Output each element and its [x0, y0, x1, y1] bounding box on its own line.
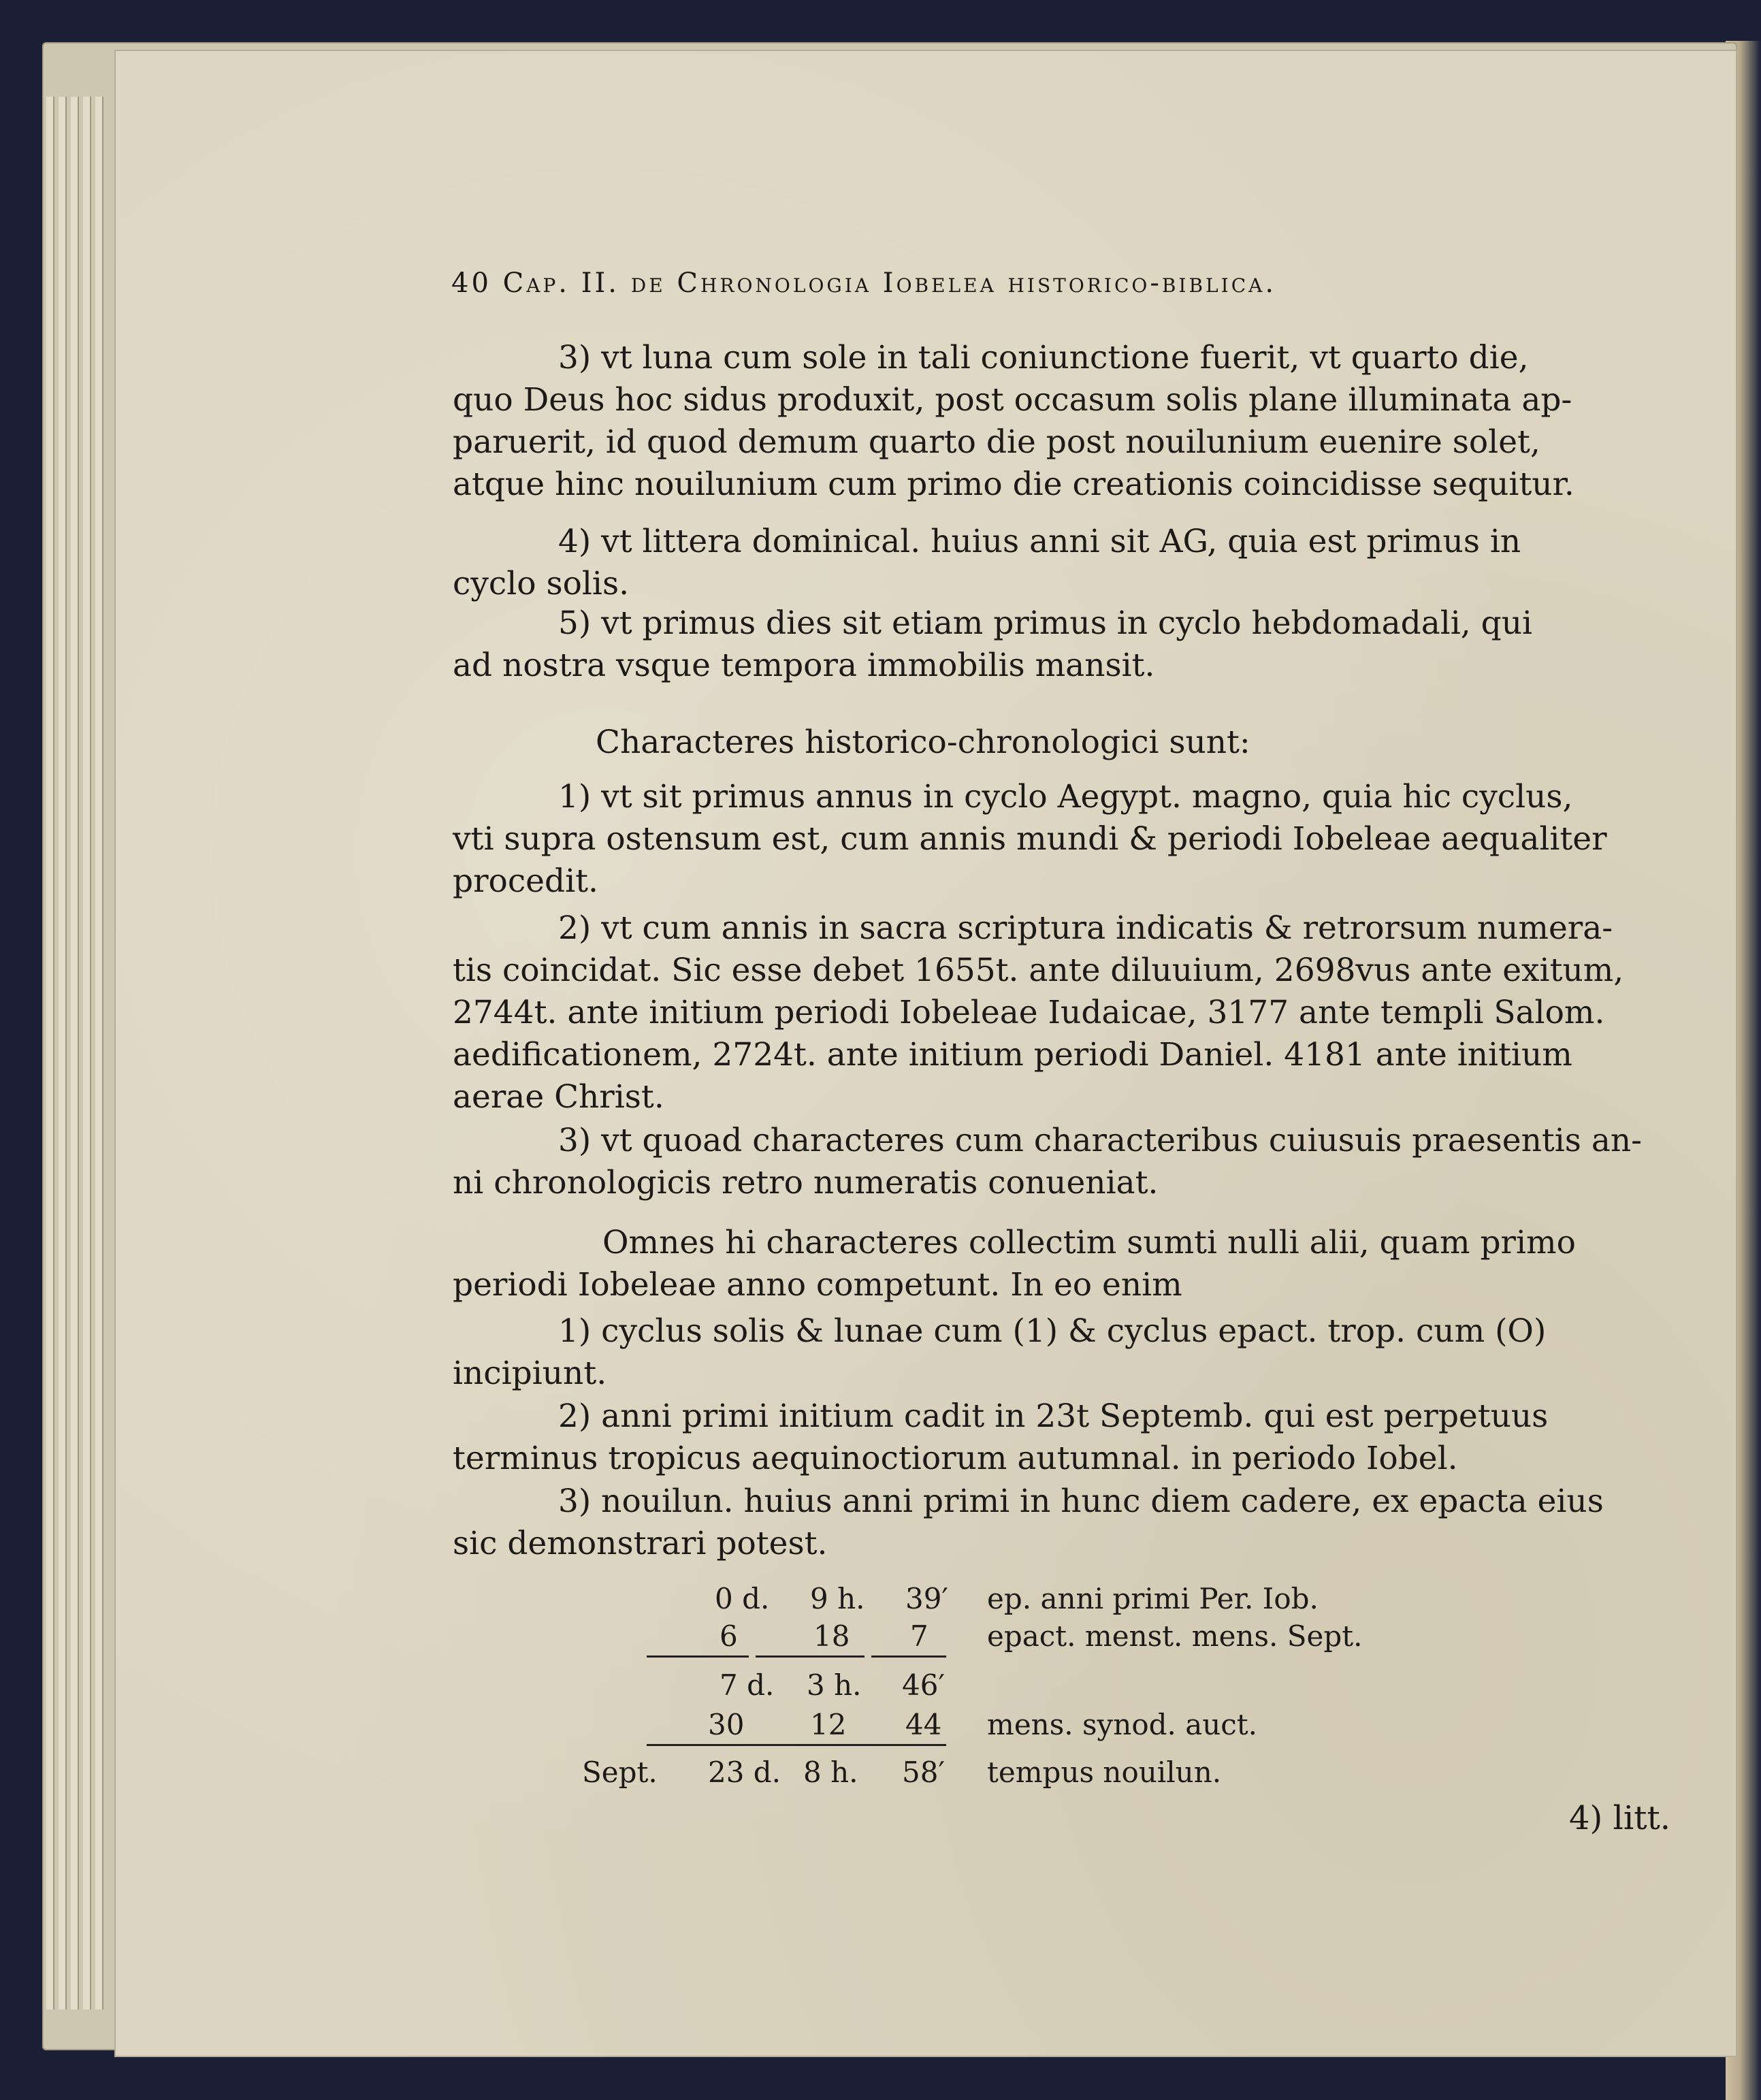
text-line: 2) anni primi initium cadit in 23t Septemb. qui est perpetuus	[558, 1398, 1549, 1435]
text-line: 2) vt cum annis in sacra scriptura indicatis & retrorsum numera-	[558, 909, 1613, 947]
paragraph-omnes	[453, 1222, 1685, 1306]
calc-d: 7 d.	[720, 1668, 775, 1702]
historic-char-2	[453, 907, 1685, 1118]
calc-d: 0 d.	[715, 1582, 770, 1615]
text-line: 3) nouilun. huius anni primi in hunc diem cadere, ex epacta eius	[558, 1483, 1604, 1520]
calc-h: 12	[810, 1708, 847, 1741]
page-edge	[59, 97, 67, 2009]
text-line: 4) vt littera dominical. huius anni sit AG, quia est primus in	[558, 523, 1521, 560]
text-line: 2744t. ante initium periodi Iobeleae Iudaicae, 3177 ante templi Salom.	[453, 994, 1605, 1031]
text-line: quo Deus hoc sidus produxit, post occasum solis plane illuminata ap-	[453, 381, 1572, 419]
calc-m: 44	[905, 1708, 942, 1741]
text-line: 1) cyclus solis & lunae cum (1) & cyclus epact. trop. cum (O)	[558, 1312, 1547, 1350]
catchword: 4) litt.	[1569, 1799, 1671, 1837]
text-line: aedificationem, 2724t. ante initium periodi Daniel. 4181 ante initium	[453, 1036, 1572, 1073]
calc-note: mens. synod. auct.	[987, 1708, 1258, 1741]
calc-h: 9 h.	[810, 1582, 865, 1615]
calc-m: 7	[910, 1619, 928, 1653]
page-edge	[71, 97, 79, 2009]
calc-h: 3 h.	[807, 1668, 862, 1702]
text-line: sic demonstrari potest.	[453, 1525, 828, 1562]
text-line: procedit.	[453, 862, 598, 900]
calc-note: ep. anni primi Per. Iob.	[987, 1582, 1319, 1615]
calc-h: 18	[813, 1619, 850, 1653]
calc-m: 58′	[902, 1756, 945, 1789]
calc-d: 23 d.	[708, 1756, 781, 1789]
book-page	[116, 51, 1736, 2056]
subheading	[453, 722, 1685, 764]
running-header: 40 Cap. II. de Chronologia Iobelea historico-biblica.	[451, 268, 1277, 299]
historic-char-1	[453, 776, 1685, 903]
text-line: 5) vt primus dies sit etiam primus in cyclo hebdomadali, qui	[558, 604, 1533, 642]
sum-rule	[756, 1655, 865, 1658]
text-line: periodi Iobeleae anno competunt. In eo enim	[453, 1266, 1182, 1304]
text-line: atque hinc nouilunium cum primo die creationis coincidisse sequitur.	[453, 466, 1574, 503]
text-line: Omnes hi characteres collectim sumti nulli alii, quam primo	[602, 1224, 1576, 1261]
text-line: paruerit, id quod demum quarto die post nouilunium euenire solet,	[453, 423, 1540, 461]
paragraph-5	[453, 602, 1685, 687]
text-line: vti supra ostensum est, cum annis mundi & periodi Iobeleae aequaliter	[453, 820, 1607, 858]
sum-rule	[647, 1655, 749, 1658]
calc-note: tempus nouilun.	[987, 1756, 1222, 1789]
paragraph-3	[453, 337, 1685, 506]
text-line: ni chronologicis retro numeratis conueniat.	[453, 1164, 1159, 1201]
calc-d: 30	[708, 1708, 745, 1741]
calc-prefix: Sept.	[582, 1756, 658, 1789]
calc-d: 6	[720, 1619, 738, 1653]
cycle-item-1	[453, 1310, 1685, 1395]
calc-h: 8 h.	[803, 1756, 858, 1789]
text-line: terminus tropicus aequinoctiorum autumnal. in periodo Iobel.	[453, 1440, 1458, 1477]
page-edge	[83, 97, 91, 2009]
sum-rule	[647, 1744, 946, 1746]
calc-m: 39′	[905, 1582, 948, 1615]
text-line: 3) vt quoad characteres cum characteribus cuiusuis praesentis an-	[558, 1122, 1642, 1159]
text-line: 1) vt sit primus annus in cyclo Aegypt. magno, quia hic cyclus,	[558, 778, 1573, 815]
subheading-text: Characteres historico-chronologici sunt:	[596, 724, 1250, 761]
cycle-item-3	[453, 1481, 1685, 1565]
sum-rule	[871, 1655, 946, 1658]
calc-note: epact. menst. mens. Sept.	[987, 1619, 1363, 1653]
calc-m: 46′	[902, 1668, 945, 1702]
text-line: aerae Christ.	[453, 1078, 664, 1116]
text-line: 3) vt luna cum sole in tali coniunctione fuerit, vt quarto die,	[558, 339, 1529, 376]
text-line: incipiunt.	[453, 1355, 607, 1392]
page-edge	[46, 97, 54, 2009]
text-line: cyclo solis.	[453, 565, 630, 602]
text-line: ad nostra vsque tempora immobilis mansit.	[453, 647, 1155, 684]
paragraph-4	[453, 521, 1685, 605]
page-edge	[95, 97, 103, 2009]
historic-char-3	[453, 1120, 1685, 1204]
text-line: tis coincidat. Sic esse debet 1655t. ante diluuium, 2698vus ante exitum,	[453, 952, 1624, 989]
cycle-item-2	[453, 1395, 1685, 1480]
